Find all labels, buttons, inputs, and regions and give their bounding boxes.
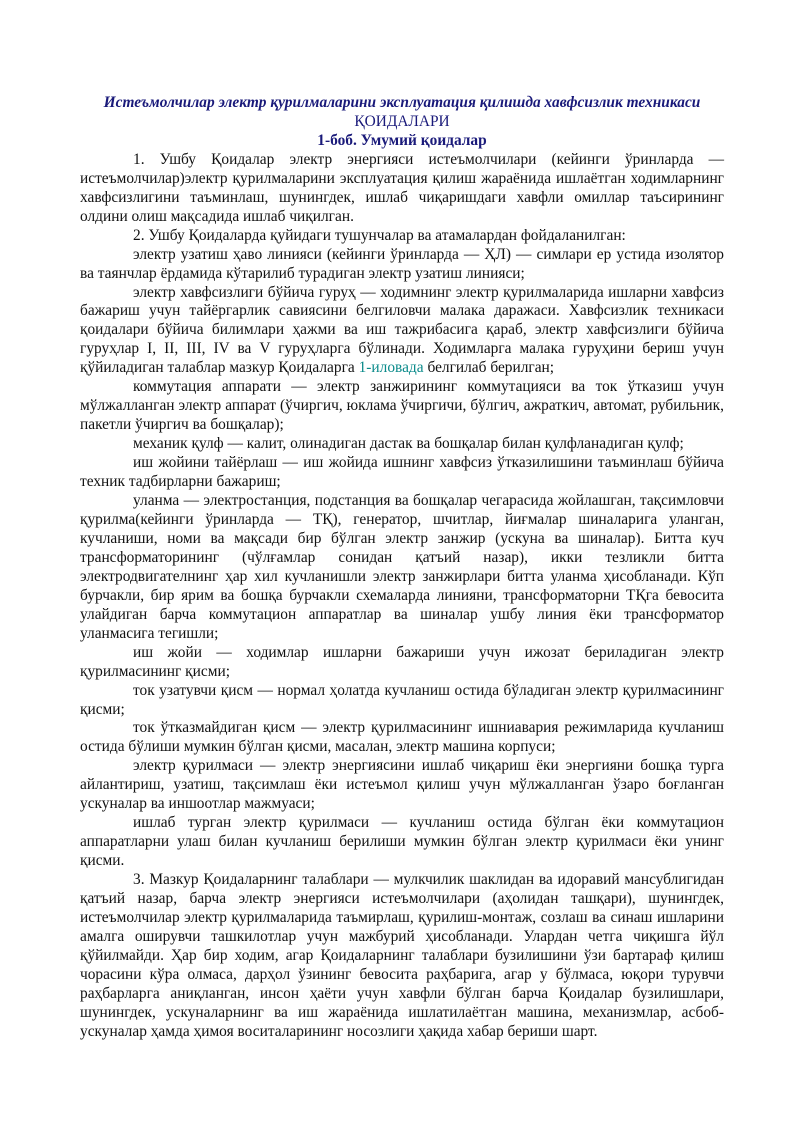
definition-workplace: иш жойи — ходимлар ишларни бажариши учун ижозат бериладиган электр қурилмасининг қисми; (80, 643, 724, 680)
title-block (80, 94, 724, 151)
appendix-1-link[interactable]: 1-иловада (358, 359, 424, 377)
definition-safety-group-tail: белгилаб берилган; (423, 359, 555, 377)
definition-safety-group-text: электр хавфсизлиги бўйича гуруҳ — ходимнинг электр қурилмаларида ишларни хавфсиз бажариш учун тайёргарлик савиясини белгиловчи малака даражаси. Хавфсизлик техникаси қоидалари бўйича билимлари ҳажми ва иш тажрибасига қараб, электр хавфсизлиги бўйича гуруҳлар I, II, III, IV ва V гуруҳларга бўлинади. Ходимларга малака гуруҳини бериш учун қўйиладиган талаблар мазкур Қоидаларга (80, 283, 724, 377)
document-title: Истеъмолчилар электр қурилмаларини эксплуатация қилишда хавфсизлик техникаси (103, 94, 701, 111)
definition-electrical-installation: электр қурилмаси — электр энергиясини ишлаб чиқариш ёки энергияни бошқа турга айлантириш, узатиш, тақсимлаш ёки истеъмол қилиш учун мўлжалланган ўзаро боғланган ускуналар ва иншоотлар мажмуаси; (80, 757, 724, 813)
definition-switching-device: коммутация аппарати — электр занжирининг коммутацияси ва ток ўтказиш учун мўлжалланган электр аппарат (ўчиргич, юклама ўчиргичи, бўлгич, ажраткич, автомат, рубильник, пакетли ўчиргич ва бошқалар); (80, 378, 724, 434)
paragraph-1: 1. Ушбу Қоидалар электр энергияси истеъмолчилари (кейинги ўринларда — истеъмолчилар)электр қурилмаларини эксплуатация қилиш жараёнида ишлаётган ходимларнинг хавфсизлигини таъминлаш, шунингдек, ишлаб чиқаришдаги хавфли омиллар таъсирининг олдини олиш мақсадида ишлаб чиқилган. (80, 150, 724, 225)
body-text (80, 151, 724, 1042)
definition-non-conducting-part: ток ўтказмайдиган қисм — электр қурилмасининг ишниавария режимларида кучланиш остида бўлиши мумкин бўлган қисми, масалан, электр машина корпуси; (80, 719, 724, 756)
paragraph-3: 3. Мазкур Қоидаларнинг талаблари — мулкчилик шаклидан ва идоравий мансублигидан қатъий назар, барча электр энергияси истеъмолчилари (аҳолидан ташқари), шунингдек, истеъмолчилар электр қурилмаларида таъмирлаш, қурилиш-монтаж, созлаш ва синаш ишларини амалга оширувчи ташкилотлар учун мажбурий ҳисобланади. Улардан четга чиқишга йўл қўйилмайди. Ҳар бир ходим, агар Қоидаларнинг талаблари бузилишини ўзи бартараф қилиш чорасини кўра олмаса, дарҳол ўзининг бевосита раҳбарига, агар у бўлмаса, юқори турувчи раҳбарларга аниқланган, инсон ҳаёти учун хавфли бўлган барча Қоидалар бузилишлари, шунингдек, ускуналарнинг ва иш жараёнида ишлатилаётган машина, механизмлар, асбоб-ускуналар ҳамда ҳимоя воситаларининг носозлиги ҳақида хабар бериши шарт. (80, 871, 724, 1040)
definition-operating-installation: ишлаб турган электр қурилмаси — кучланиш остида бўлган ёки коммутацион аппаратларни улаш билан кучланиш берилиши мумкин бўлган электр қурилмаси ёки унинг қисми. (80, 814, 724, 870)
definition-hl: электр узатиш ҳаво линияси (кейинги ўринларда — ҲЛ) — симлари ер устида изолятор ва таянчлар ёрдамида кўтарилиб турадиган электр узатиш линияси; (80, 245, 724, 282)
definition-connection: уланма — электростанция, подстанция ва бошқалар чегарасида жойлашган, тақсимловчи қурилма(кейинги ўринларда — ТҚ), генератор, шчитлар, йиғмалар шиналарига уланган, кучланиши, номи ва мақсади бир бўлган электр занжир (ускуна ва шиналар). Битта куч трансформаторининг (чўлғамлар сонидан қатъий назар), икки тезликли битта электродвигателнинг ҳар хил кучланишли электр занжирлари битта уланма ҳисобланади. Кўп бурчакли, бир ярим ва бошқа бурчакли схемаларда линияни, трансформаторни ТҚга бевосита улайдиган барча коммутацион аппаратлар ва шиналар ушбу линия ёки трансформатор уланмасига тегишли; (80, 492, 724, 642)
document-page (80, 94, 724, 1042)
definition-workplace-prep: иш жойини тайёрлаш — иш жойида ишнинг хавфсиз ўтказилишини таъминлаш бўйича техник тадбирларни бажариш; (80, 454, 724, 491)
document-subtitle: ҚОИДАЛАРИ (354, 112, 450, 130)
chapter-heading: 1-боб. Умумий қоидалар (317, 131, 487, 149)
definition-mechanical-lock: механик қулф — калит, олинадиган дастак ва бошқалар билан қулфланадиган қулф; (133, 435, 684, 453)
paragraph-2: 2. Ушбу Қоидаларда қуйидаги тушунчалар ва атамалардан фойдаланилган: (133, 226, 626, 244)
definition-safety-group (80, 284, 724, 379)
definition-live-part: ток узатувчи қисм — нормал ҳолатда кучланиш остида бўладиган электр қурилмасининг қисми; (80, 681, 724, 718)
